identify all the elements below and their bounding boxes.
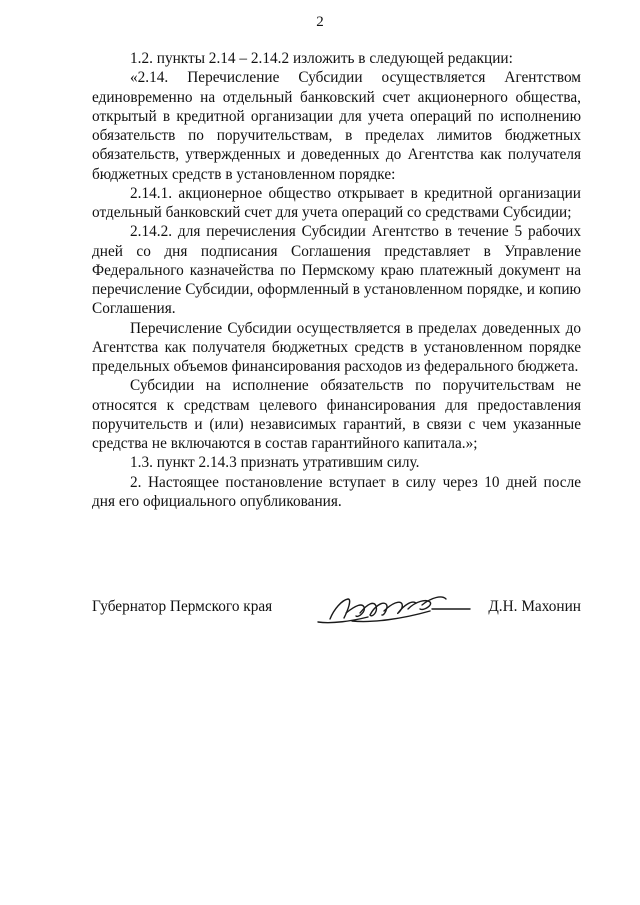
paragraph-item-2-14-2: 2.14.2. для перечисления Субсидии Агентство в течение 5 рабочих дней со дня подписания Соглашения представляет в Управление Федерального казначейства по Пермскому краю платежный документ на перечисление Субсидии, оформленный в установленном порядке, и копию Соглашения.	[92, 223, 581, 318]
paragraph-item-2-14-1: 2.14.1. акционерное общество открывает в кредитной организации отдельный банковский счет для учета операций со средствами Субсидии;	[92, 184, 581, 221]
paragraph-item-2: 2. Настоящее постановление вступает в силу через 10 дней после дня его официального опубликования.	[92, 473, 581, 510]
paragraph-item-2-14: «2.14. Перечисление Субсидии осуществляется Агентством единовременно на отдельный банковский счет акционерного общества, открытый в кредитной организации для учета операций по исполнению обязательств по поручительствам, в пределах лимитов бюджетных обязательств, утвержденных и доведенных до Агентства как получателя бюджетных средств в установленном порядке:	[92, 69, 581, 183]
paragraph-guarantee-capital: Субсидии на исполнение обязательств по поручительствам не относятся к средствам целевого финансирования для предоставления поручительств и (или) независимых гарантий, в связи с чем указанные средства не включаются в состав гарантийного капитала.»;	[92, 377, 581, 452]
document-body	[92, 49, 581, 511]
paragraph-transfer-limits: Перечисление Субсидии осуществляется в пределах доведенных до Агентства как получателя бюджетных средств в установленном порядке предельных объемов финансирования расходов из федерального бюджета.	[92, 319, 581, 375]
signatory-name: Д.Н. Махонин	[488, 598, 581, 615]
signature-block	[92, 591, 581, 631]
paragraph-item-1-3: 1.3. пункт 2.14.3 признать утратившим силу.	[130, 454, 420, 472]
paragraph-item-1-2: 1.2. пункты 2.14 – 2.14.2 изложить в следующей редакции:	[130, 50, 513, 67]
handwritten-signature	[312, 591, 472, 631]
page-number: 2	[316, 14, 324, 30]
signatory-title: Губернатор Пермского края	[92, 598, 273, 615]
